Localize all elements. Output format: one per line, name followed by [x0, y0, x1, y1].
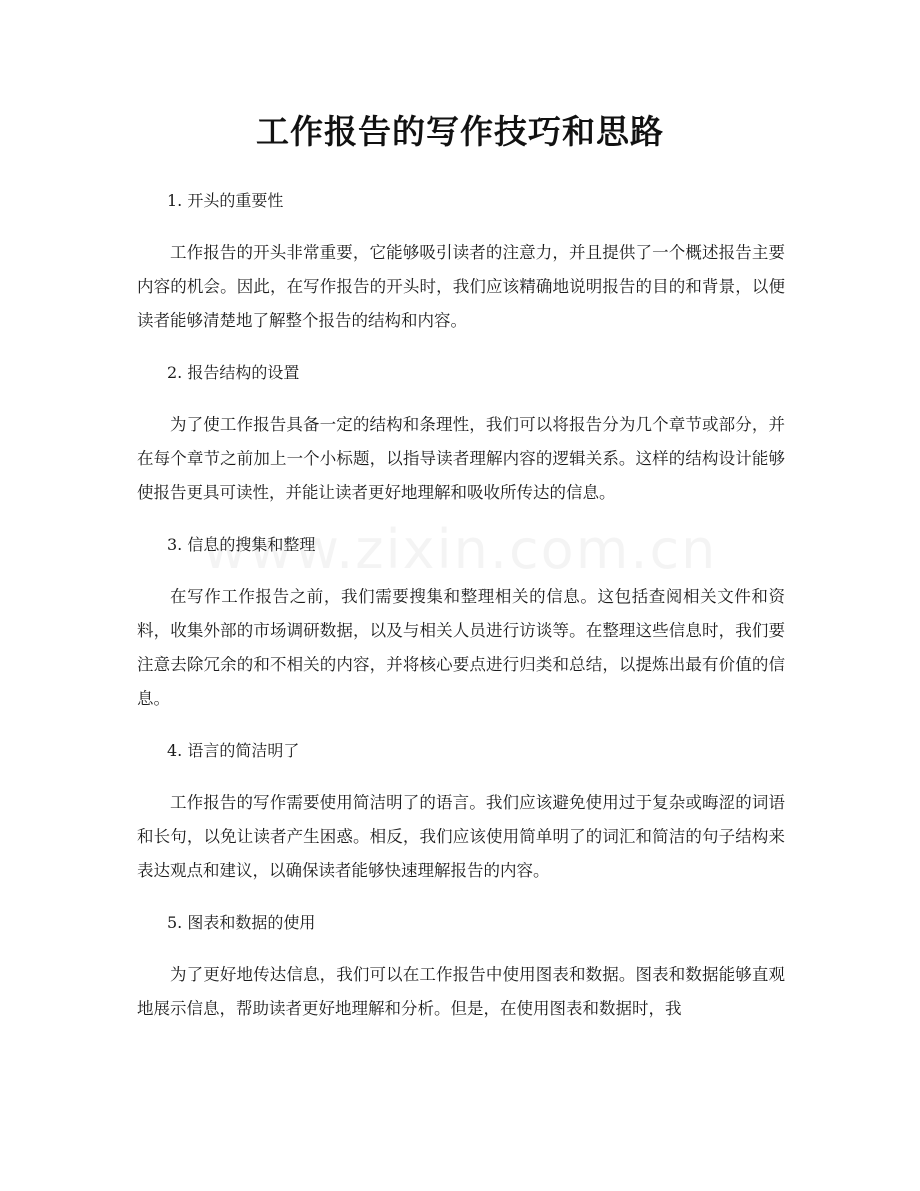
- section-paragraph-2: 为了使工作报告具备一定的结构和条理性，我们可以将报告分为几个章节或部分，并在每个章节之前加上一个小标题，以指导读者理解内容的逻辑关系。这样的结构设计能够使报告更具可读性，并能让读者更好地理解和吸收所传达的信息。: [137, 415, 785, 502]
- section-paragraph-3: 在写作工作报告之前，我们需要搜集和整理相关的信息。这包括查阅相关文件和资料，收集外部的市场调研数据，以及与相关人员进行访谈等。在整理这些信息时，我们要注意去除冗余的和不相关的内容，并将核心要点进行归类和总结，以提炼出最有价值的信息。: [137, 587, 785, 708]
- section-heading-1: 1. 开头的重要性: [167, 191, 284, 210]
- section-heading-3: 3. 信息的搜集和整理: [167, 535, 316, 554]
- section-paragraph-4: 工作报告的写作需要使用简洁明了的语言。我们应该避免使用过于复杂或晦涩的词语和长句，以免让读者产生困惑。相反，我们应该使用简单明了的词汇和简洁的句子结构来表达观点和建议，以确保读者能够快速理解报告的内容。: [137, 793, 785, 880]
- document-title: 工作报告的写作技巧和思路: [256, 112, 664, 151]
- section-heading-5: 5. 图表和数据的使用: [167, 913, 316, 932]
- document-body: [137, 184, 785, 1044]
- section-heading-2: 2. 报告结构的设置: [167, 363, 300, 382]
- section-paragraph-1: 工作报告的开头非常重要，它能够吸引读者的注意力，并且提供了一个概述报告主要内容的机会。因此，在写作报告的开头时，我们应该精确地说明报告的目的和背景，以便读者能够清楚地了解整个报告的结构和内容。: [137, 243, 785, 330]
- section-heading-4: 4. 语言的简洁明了: [167, 741, 300, 760]
- section-paragraph-5: 为了更好地传达信息，我们可以在工作报告中使用图表和数据。图表和数据能够直观地展示信息，帮助读者更好地理解和分析。但是，在使用图表和数据时，我: [137, 965, 785, 1018]
